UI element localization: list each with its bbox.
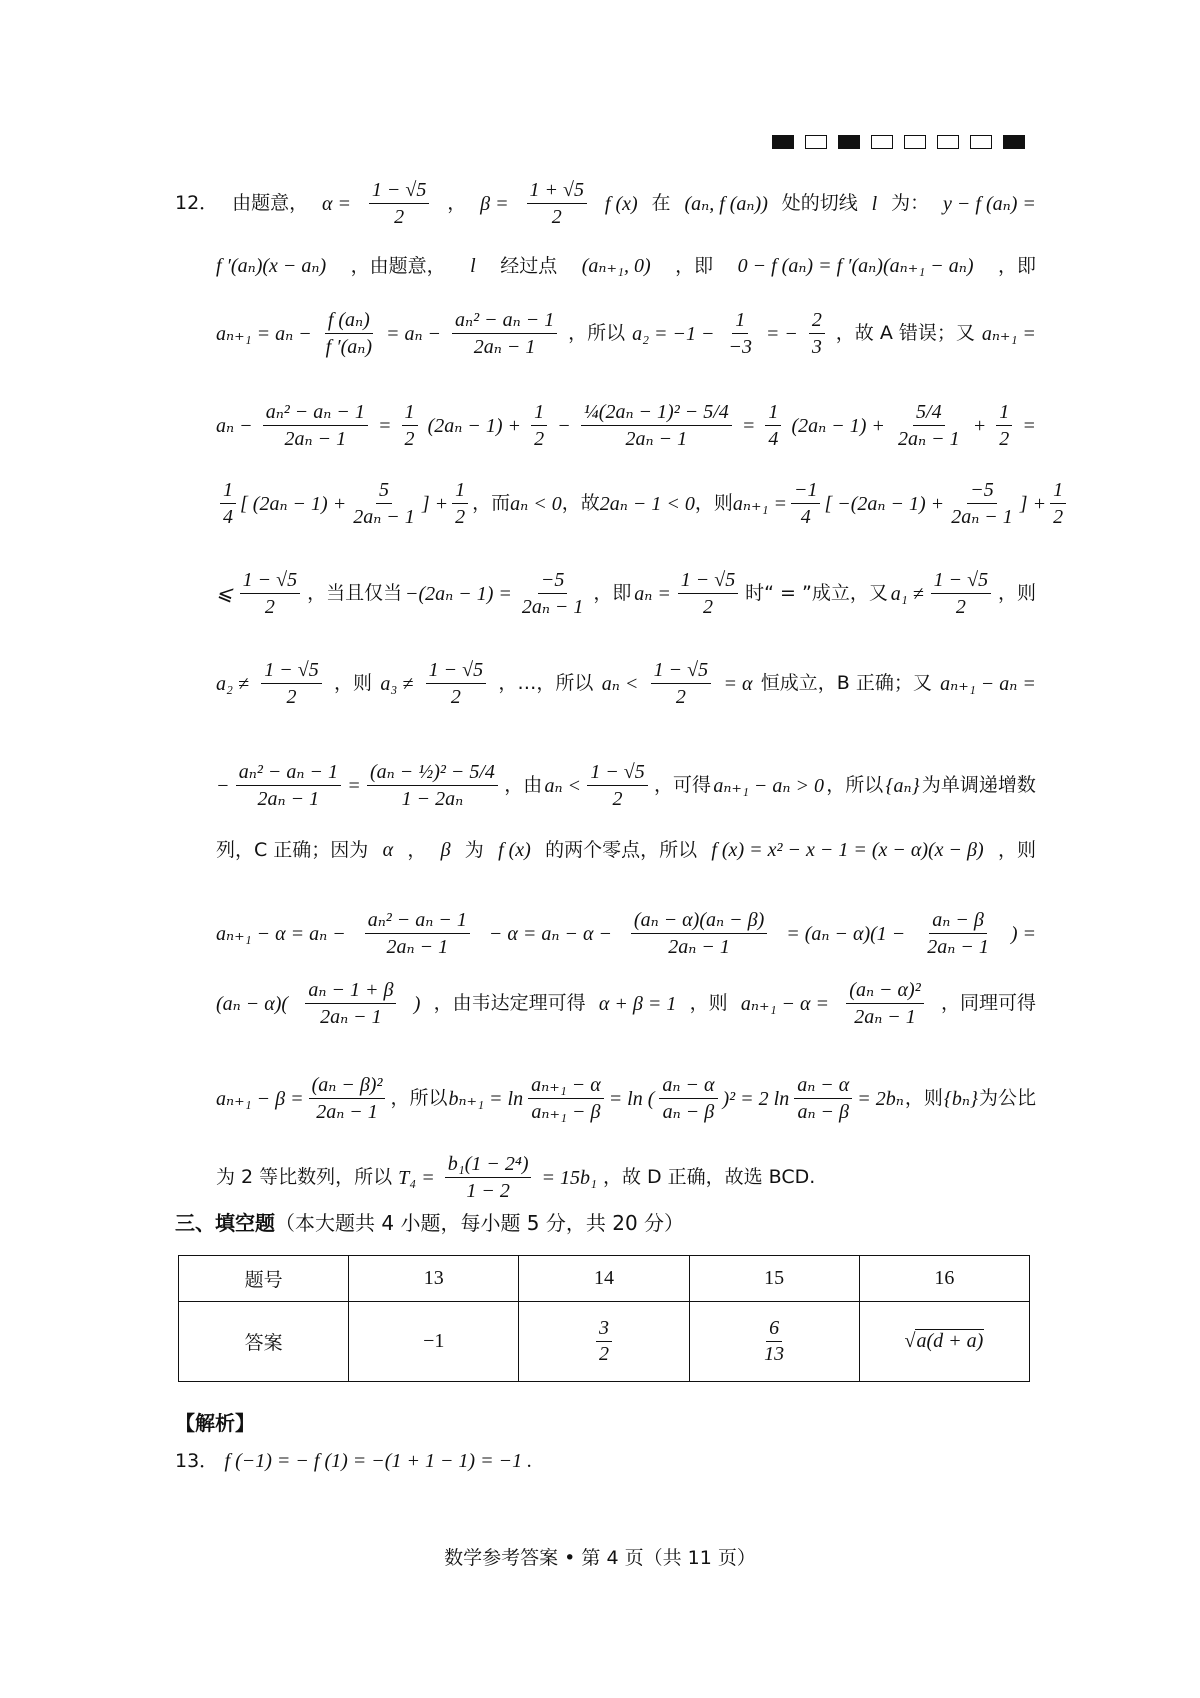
- den: 2: [955, 596, 966, 618]
- math: y − f (aₙ) =: [943, 192, 1036, 215]
- text: ，所以: [826, 774, 884, 797]
- math: 0 − f (aₙ) = f ′(aₙ)(aₙ₊₁ − aₙ): [737, 255, 974, 277]
- den: 2aₙ − 1: [320, 1006, 382, 1028]
- text: 在: [651, 192, 671, 215]
- den: f ′(aₙ): [325, 336, 373, 358]
- math: +: [972, 414, 987, 437]
- math: (aₙ − α)(: [216, 992, 289, 1015]
- den: 2aₙ − 1: [386, 936, 449, 958]
- header-square: [805, 135, 827, 149]
- den: −3: [728, 336, 752, 358]
- den: aₙ − β: [662, 1101, 715, 1123]
- den: 2aₙ − 1: [668, 936, 730, 958]
- den: 2: [1053, 506, 1064, 528]
- text: ，故 D 正确，故选 BCD.: [602, 1166, 816, 1189]
- table-cell: [859, 1302, 1029, 1382]
- header-square: [904, 135, 926, 149]
- math: (aₙ₊₁, 0): [581, 255, 651, 277]
- den: 2: [286, 686, 297, 708]
- num: f (aₙ): [325, 308, 373, 334]
- num: aₙ² − aₙ − 1: [365, 908, 470, 934]
- table-cell: 13: [349, 1256, 519, 1302]
- fraction: [794, 1073, 852, 1124]
- section-title: 三、填空题: [175, 1211, 275, 1235]
- sqrt-sign: √: [904, 1330, 916, 1353]
- fraction: [365, 908, 470, 959]
- math: [ (2aₙ − 1) +: [240, 492, 347, 515]
- page-footer: 数学参考答案 • 第 4 页（共 11 页）: [444, 1547, 756, 1569]
- header-square: [871, 135, 893, 149]
- fraction: [350, 478, 418, 529]
- math: [ −(2aₙ − 1) +: [824, 492, 945, 515]
- math: −: [216, 774, 230, 797]
- text: ，由韦达定理可得: [433, 992, 586, 1015]
- text: ，当且仅当: [307, 582, 403, 605]
- fraction: [367, 760, 498, 811]
- answer-table: [178, 1255, 1030, 1382]
- fraction: [1050, 478, 1066, 529]
- math: =: [1022, 414, 1036, 437]
- q12-line-2: [216, 254, 1036, 278]
- fraction: [220, 478, 236, 529]
- math: aₙ <: [601, 672, 639, 695]
- q12-line-5: [216, 478, 1064, 529]
- math: = 2bₙ: [857, 1087, 904, 1110]
- num: 1: [220, 478, 236, 504]
- fraction: [931, 568, 991, 619]
- math: = (aₙ − α)(1 −: [786, 922, 906, 945]
- q12-line-8: [216, 760, 1036, 811]
- header-square: [772, 135, 794, 149]
- text: ，则: [334, 672, 373, 695]
- q12-line-10: [216, 908, 1036, 959]
- sqrt-expression: [904, 1329, 984, 1352]
- math: aₙ₊₁ =: [732, 492, 787, 515]
- text: ，由题意，: [350, 254, 446, 277]
- num: 1: [402, 400, 418, 426]
- math: β =: [480, 192, 509, 215]
- num: 1: [732, 308, 748, 334]
- q13-number: 13．: [175, 1450, 219, 1472]
- den: 2aₙ − 1: [257, 788, 320, 810]
- q12-line-7: [216, 658, 1036, 709]
- text: ，由: [504, 774, 543, 797]
- den: 2: [450, 686, 461, 708]
- math: f (−1) = − f (1) = −(1 + 1 − 1) = −1 .: [224, 1450, 533, 1472]
- fraction: [519, 568, 587, 619]
- num: aₙ − β: [929, 908, 987, 934]
- fraction: [445, 1152, 532, 1203]
- den: 2aₙ − 1: [473, 336, 536, 358]
- den: aₙ − β: [797, 1101, 850, 1123]
- den: 2aₙ − 1: [284, 428, 347, 450]
- text: ，…，所以: [498, 672, 594, 695]
- math: aₙ < 0: [510, 492, 562, 515]
- den: 3: [811, 336, 822, 358]
- text: ，: [447, 192, 467, 215]
- num: 1 − √5: [587, 760, 647, 786]
- fraction: [426, 658, 486, 709]
- den: 4: [223, 506, 233, 528]
- fraction: [924, 908, 992, 959]
- table-cell: −1: [349, 1302, 519, 1382]
- text: ，而: [472, 492, 511, 515]
- text: 的两个零点，所以: [545, 838, 698, 861]
- q12-line-6: [216, 568, 1036, 619]
- table-cell: 15: [689, 1256, 859, 1302]
- math: α =: [321, 192, 351, 215]
- header-square: [838, 135, 860, 149]
- text: ，同理可得: [940, 992, 1036, 1015]
- text: 为公比: [978, 1087, 1036, 1110]
- math: )² = 2 ln: [722, 1087, 790, 1110]
- math: α + β = 1: [598, 992, 677, 1015]
- den: 2aₙ − 1: [521, 596, 584, 618]
- text: 为：: [891, 192, 930, 215]
- text: ，则: [694, 492, 733, 515]
- math: l: [470, 255, 476, 277]
- math: =: [377, 414, 392, 437]
- fraction: [305, 978, 396, 1029]
- den: 2: [394, 206, 405, 228]
- fraction: [587, 760, 647, 811]
- q12-line-11: [216, 978, 1036, 1029]
- math: ] +: [421, 492, 449, 515]
- math: β: [440, 839, 451, 861]
- math: = 15b₁: [541, 1166, 597, 1189]
- text: ，故: [561, 492, 600, 515]
- text: 由题意，: [232, 192, 309, 215]
- num: 1: [1050, 478, 1066, 504]
- math: − α = aₙ − α −: [488, 922, 612, 945]
- math: f (x): [604, 192, 638, 215]
- header-square: [1003, 135, 1025, 149]
- den: 2aₙ − 1: [951, 506, 1013, 528]
- text: 处的切线: [781, 192, 858, 215]
- num: aₙ − α: [659, 1073, 717, 1099]
- math: −: [557, 414, 571, 437]
- den: 2: [404, 428, 415, 450]
- sqrt-radicand: a(d + a): [916, 1330, 984, 1353]
- math: f (x): [498, 839, 531, 861]
- math: −(2aₙ − 1) =: [404, 582, 512, 605]
- den: 2aₙ − 1: [898, 428, 960, 450]
- q12-line-13: [216, 1152, 1036, 1203]
- math: l: [871, 192, 878, 215]
- fraction: [528, 1073, 604, 1124]
- den: 2: [703, 596, 713, 618]
- den: 2aₙ − 1: [625, 428, 688, 450]
- q12-line-3: [216, 308, 1036, 359]
- fraction: [631, 908, 767, 959]
- fraction: [765, 400, 781, 451]
- fraction: [261, 658, 321, 709]
- math: aₙ₊₁ − α = aₙ −: [216, 922, 346, 945]
- fraction: [236, 760, 341, 811]
- header-square: [970, 135, 992, 149]
- text: ，可得: [654, 774, 712, 797]
- text: 时“ = ”成立，又: [745, 582, 888, 605]
- math: = −: [765, 322, 798, 345]
- math: f (x) = x² − x − 1 = (x − α)(x − β): [711, 839, 984, 861]
- num: (aₙ − α)(aₙ − β): [631, 908, 767, 934]
- fraction: [725, 308, 755, 359]
- num: 6: [766, 1317, 782, 1342]
- q12-line-4: [216, 400, 1036, 451]
- section-3-heading: [175, 1207, 684, 1236]
- num: aₙ² − aₙ − 1: [263, 400, 368, 426]
- num: −5: [538, 568, 568, 594]
- den: 2: [675, 686, 686, 708]
- num: aₙ − α: [794, 1073, 852, 1099]
- num: 1: [452, 478, 468, 504]
- num: −5: [967, 478, 997, 504]
- num: aₙ − 1 + β: [305, 978, 396, 1004]
- math: a₂ = −1 −: [632, 322, 715, 345]
- math: ] +: [1019, 492, 1047, 515]
- num: b₁(1 − 2⁴): [445, 1152, 532, 1178]
- num: 1 − √5: [426, 658, 486, 684]
- text: ，则: [689, 992, 728, 1015]
- math: T₄ =: [398, 1166, 435, 1189]
- den: 13: [764, 1343, 785, 1366]
- math: = aₙ −: [385, 322, 442, 345]
- math: a₁ ≠: [890, 582, 924, 605]
- num: 1 − √5: [651, 658, 711, 684]
- math: ) =: [1010, 922, 1036, 945]
- den: 1 − 2aₙ: [401, 788, 464, 810]
- math: aₙ₊₁ − β =: [216, 1087, 304, 1110]
- text: ，所以: [390, 1087, 448, 1110]
- math: {aₙ}: [885, 774, 920, 797]
- den: aₙ₊₁ − β: [531, 1101, 601, 1123]
- num: (aₙ − α)²: [846, 978, 923, 1004]
- q12-number: 12．: [175, 192, 219, 215]
- num: 1: [531, 400, 547, 426]
- num: 2: [809, 308, 825, 334]
- text: ，: [407, 838, 427, 861]
- fraction: [309, 1073, 386, 1124]
- num: 1 − √5: [931, 568, 991, 594]
- text: ，则: [904, 1087, 943, 1110]
- row-label: 题号: [179, 1256, 349, 1302]
- math: aₙ₊₁ − aₙ =: [940, 672, 1036, 695]
- math: =: [347, 774, 361, 797]
- den: 2aₙ − 1: [927, 936, 989, 958]
- den: 2aₙ − 1: [316, 1101, 378, 1123]
- den: 2aₙ − 1: [854, 1006, 916, 1028]
- num: 1 − √5: [240, 568, 300, 594]
- q12-line-12: [216, 1073, 1036, 1124]
- num: 5/4: [913, 400, 945, 426]
- text: 经过点: [500, 254, 558, 277]
- text: ，则: [997, 838, 1036, 861]
- table-row: [179, 1302, 1030, 1382]
- text: 为: [464, 838, 484, 861]
- text: 为 2 等比数列，所以: [216, 1166, 393, 1189]
- num: −1: [791, 478, 821, 504]
- math: aₙ =: [634, 582, 671, 605]
- q12-line-9: [216, 838, 1036, 862]
- text: 列，C 正确；因为: [216, 838, 369, 861]
- header-square: [937, 135, 959, 149]
- math: (2aₙ − 1) +: [791, 414, 885, 437]
- math: = ln (: [608, 1087, 655, 1110]
- num: 1 + √5: [527, 178, 587, 204]
- text: 恒成立，B 正确；又: [760, 672, 932, 695]
- math: aₙ₊₁ = aₙ −: [216, 322, 312, 345]
- fraction: [527, 178, 587, 229]
- fraction: [263, 400, 368, 451]
- q13-line: [175, 1446, 532, 1473]
- fraction: [659, 1073, 717, 1124]
- math: (2aₙ − 1) +: [427, 414, 522, 437]
- table-cell: 14: [519, 1256, 689, 1302]
- text: ，所以: [568, 322, 626, 345]
- text: ，即: [593, 582, 632, 605]
- math: bₙ₊₁ = ln: [448, 1087, 524, 1110]
- math: aₙ₊₁ − aₙ > 0: [713, 774, 825, 797]
- math: aₙ −: [216, 414, 253, 437]
- fraction: [240, 568, 300, 619]
- num: 1 − √5: [678, 568, 738, 594]
- math: =: [741, 414, 756, 437]
- num: 1 − √5: [261, 658, 321, 684]
- den: 2aₙ − 1: [353, 506, 415, 528]
- den: 2: [534, 428, 545, 450]
- den: 2: [999, 428, 1010, 450]
- text: ，故 A 错误；又: [835, 322, 975, 345]
- fraction: [895, 400, 963, 451]
- fraction: [452, 308, 557, 359]
- math: ⩽: [216, 582, 233, 605]
- num: (aₙ − ½)² − 5/4: [367, 760, 498, 786]
- num: aₙ² − aₙ − 1: [452, 308, 557, 334]
- den: 4: [768, 428, 779, 450]
- den: 2: [455, 506, 466, 528]
- num: 3: [596, 1317, 612, 1342]
- num: 1 − √5: [369, 178, 429, 204]
- den: 2: [598, 1343, 609, 1366]
- row-label: 答案: [179, 1302, 349, 1382]
- math: {bₙ}: [943, 1087, 978, 1110]
- fraction: [809, 308, 825, 359]
- math: aₙ₊₁ − α =: [740, 992, 830, 1015]
- section-note: （本大题共 4 小题，每小题 5 分，共 20 分）: [275, 1211, 685, 1235]
- q12-line-1: [175, 178, 1036, 229]
- fraction: [651, 658, 711, 709]
- fraction: [402, 400, 418, 451]
- text: ，则: [997, 582, 1036, 605]
- den: 2: [612, 788, 623, 810]
- math: aₙ <: [544, 774, 582, 797]
- math: ): [413, 992, 421, 1015]
- text: ，即: [675, 254, 714, 277]
- fraction: [846, 978, 923, 1029]
- fraction: [531, 400, 547, 451]
- num: (aₙ − β)²: [309, 1073, 386, 1099]
- text: 为单调递增数: [921, 774, 1036, 797]
- num: 5: [376, 478, 392, 504]
- math: 2aₙ − 1 < 0: [599, 492, 695, 515]
- analysis-title: 【解析】: [175, 1411, 255, 1435]
- num: 1: [765, 400, 781, 426]
- num: ¼(2aₙ − 1)² − 5/4: [581, 400, 732, 426]
- table-cell: [519, 1302, 689, 1382]
- table-row: [179, 1256, 1030, 1302]
- fraction: [791, 478, 821, 529]
- fraction: [323, 308, 375, 359]
- num: aₙ² − aₙ − 1: [236, 760, 341, 786]
- math: a₃ ≠: [380, 672, 414, 695]
- den: 1 − 2: [466, 1180, 510, 1202]
- math: aₙ₊₁ =: [981, 322, 1036, 345]
- fraction: [678, 568, 738, 619]
- math: (aₙ, f (aₙ)): [684, 192, 768, 215]
- table-cell: 16: [859, 1256, 1029, 1302]
- math: α: [382, 839, 394, 861]
- fraction: [452, 478, 468, 529]
- fraction: [596, 1317, 612, 1366]
- header-marks: [772, 135, 1025, 149]
- fraction: [369, 178, 429, 229]
- den: 2: [264, 596, 275, 618]
- math: f ′(aₙ)(x − aₙ): [216, 255, 327, 277]
- table-cell: [689, 1302, 859, 1382]
- num: aₙ₊₁ − α: [528, 1073, 604, 1099]
- num: 1: [996, 400, 1012, 426]
- fraction: [581, 400, 732, 451]
- text: ，即: [997, 254, 1036, 277]
- math: a₂ ≠: [216, 672, 249, 695]
- fraction: [948, 478, 1016, 529]
- den: 2: [551, 206, 562, 228]
- math: = α: [723, 672, 753, 695]
- den: 4: [800, 506, 811, 528]
- fraction: [761, 1317, 787, 1366]
- fraction: [996, 400, 1012, 451]
